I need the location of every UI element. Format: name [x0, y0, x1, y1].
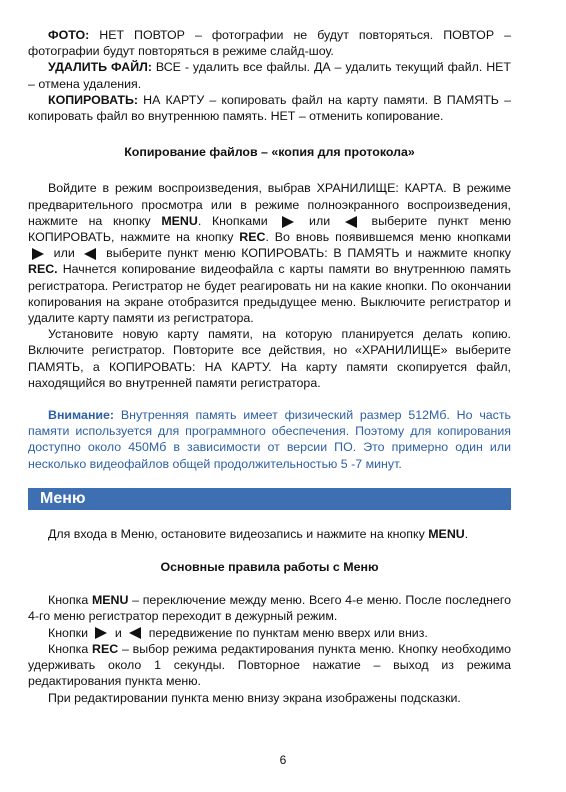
copy-instructions-paragraph: Войдите в режим воспроизведения, выбрав ХРАНИЛИЩЕ: КАРТА. В режиме предварительного просмотра или в режиме полноэкранного воспроизведения, нажмите на кнопку MENU. Кнопками или выберите пункт меню КОПИРОВАТЬ, нажмите на кнопку REC. Во вновь появившемся меню кнопками или выберите пункт меню КОПИРОВАТЬ: В ПАМЯТЬ и нажмите кнопку REC. Начнется копирование видеофайла с карты памяти во внутреннюю память регистратора. Регистратор не будет реагировать ни на какие кнопки. По окончании копирования на экране отобразится предыдущее меню. Выключите регистратор и удалите карту памяти из регистратора. [28, 181, 511, 326]
rec-key-label: REC. [28, 262, 58, 277]
document-page [28, 0, 511, 706]
menu-rule-3: Кнопка REC – выбор режима редактирования пункта меню. Кнопку необходимо удерживать около 1 секунды. Повторное нажатие – выход из режима редактирования пункта меню. [28, 641, 511, 689]
delete-paragraph: УДАЛИТЬ ФАЙЛ: ВСЕ - удалить все файлы. ДА – удалить текущий файл. НЕТ – отмена удаления. [28, 60, 511, 91]
copy-paragraph: КОПИРОВАТЬ: НА КАРТУ – копировать файл на карту памяти. В ПАМЯТЬ – копировать файл во внутреннюю память. НЕТ – отменить копирование. [28, 92, 511, 124]
arrow-left-icon [129, 627, 141, 639]
foto-paragraph: ФОТО: НЕТ ПОВТОР – фотографии не будут повторяться. ПОВТОР – фотографии будут повторяться в режиме слайд-шоу. [28, 28, 511, 59]
copy-followup-paragraph: Установите новую карту памяти, на которую планируется делать копию. Включите регистратор. Повторите все действия, но «ХРАНИЛИЩЕ» выберите ПАМЯТЬ, а КОПИРОВАТЬ: НА КАРТУ. На карту памяти скопируется файл, находящийся во внутренней памяти регистратора. [28, 327, 511, 390]
foto-label: ФОТО: [48, 28, 90, 42]
arrow-right-icon [32, 248, 44, 260]
menu-key-label: MENU [428, 526, 465, 541]
arrow-right-icon [95, 627, 107, 639]
menu-rule-2: Кнопки и передвижение по пунктам меню вверх или вниз. [48, 625, 428, 640]
arrow-left-icon [84, 248, 96, 260]
menu-rule-4: При редактировании пункта меню внизу экрана изображены подсказки. [48, 690, 461, 705]
warning-label: Внимание: [48, 408, 115, 423]
menu-rules-heading: Основные правила работы с Меню [160, 560, 379, 575]
page-number: 6 [279, 753, 287, 767]
menu-rule-1: Кнопка MENU – переключение между меню. Всего 4-е меню. После последнего 4-го меню регистратор переходит в дежурный режим. [28, 593, 511, 624]
menu-key-label: MENU [161, 213, 198, 228]
warning-note: Внимание: Внутренняя память имеет физический размер 512Мб. Но часть памяти используется для программного обеспечения. Поэтому для копирования доступно около 450Мб в зависимости от версии ПО. Это примерно один или несколько видеофайлов общей продолжительностью 5 -7 минут. [28, 408, 511, 471]
copy-label: КОПИРОВАТЬ: [48, 92, 139, 107]
arrow-left-icon [345, 216, 357, 228]
delete-label: УДАЛИТЬ ФАЙЛ: [48, 60, 152, 75]
rec-key-label: REC [239, 230, 266, 245]
rec-key-label: REC [92, 641, 119, 656]
copy-section-heading: Копирование файлов – «копия для протокола» [124, 145, 415, 160]
menu-section-banner: Меню [28, 488, 511, 510]
menu-intro-paragraph: Для входа в Меню, остановите видеозапись и нажмите на кнопку MENU. [48, 526, 469, 541]
menu-key-label: MENU [91, 593, 129, 608]
arrow-right-icon [282, 216, 294, 228]
